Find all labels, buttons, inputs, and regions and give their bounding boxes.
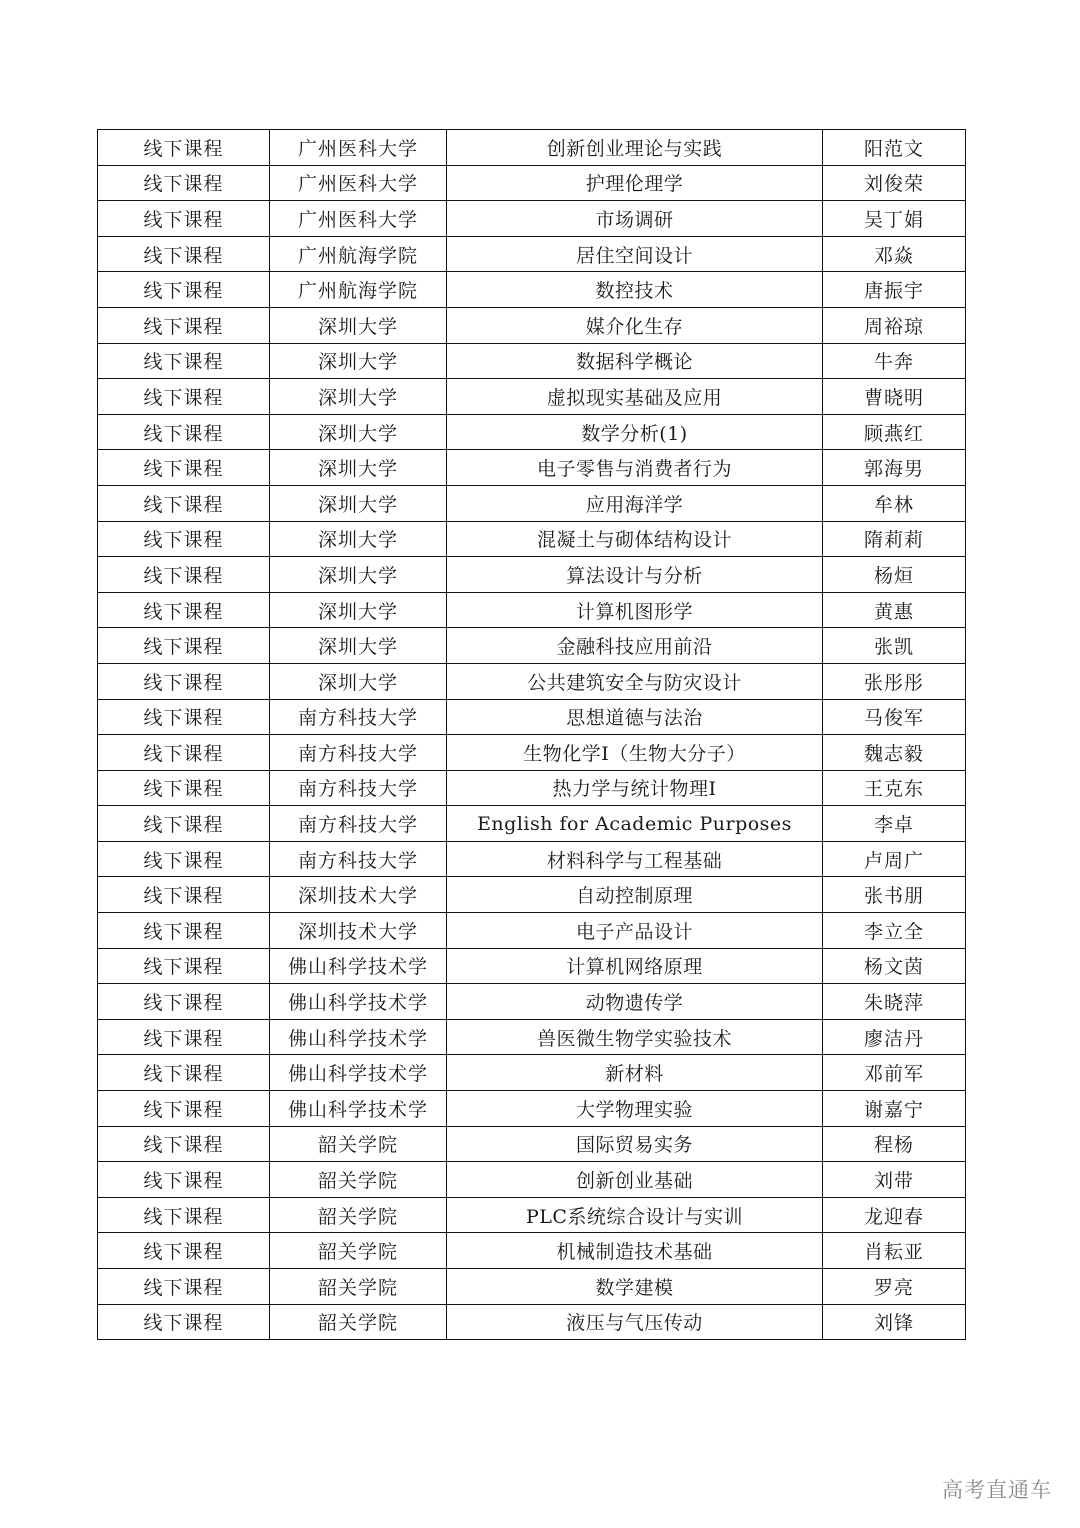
school-cell: 佛山科学技术学: [270, 948, 447, 984]
course-type-cell: 线下课程: [98, 628, 270, 664]
course-name-cell: 计算机网络原理: [447, 948, 823, 984]
table-row: [98, 1304, 966, 1340]
course-type-cell: 线下课程: [98, 1162, 270, 1198]
school-cell: 佛山科学技术学: [270, 984, 447, 1020]
course-name-cell: 应用海洋学: [447, 485, 823, 521]
teacher-cell: 卢周广: [823, 841, 966, 877]
school-cell: 广州航海学院: [270, 236, 447, 272]
table-row: [98, 628, 966, 664]
course-type-cell: 线下课程: [98, 948, 270, 984]
school-cell: 深圳大学: [270, 343, 447, 379]
course-name-cell: PLC系统综合设计与实训: [447, 1197, 823, 1233]
school-cell: 深圳大学: [270, 557, 447, 593]
teacher-cell: 牟林: [823, 485, 966, 521]
course-name-cell: 生物化学I（生物大分子）: [447, 735, 823, 771]
table-row: [98, 841, 966, 877]
course-name-cell: 公共建筑安全与防灾设计: [447, 663, 823, 699]
teacher-cell: 李立全: [823, 913, 966, 949]
school-cell: 广州医科大学: [270, 201, 447, 237]
school-cell: 佛山科学技术学: [270, 1091, 447, 1127]
school-cell: 南方科技大学: [270, 699, 447, 735]
school-cell: 韶关学院: [270, 1233, 447, 1269]
course-type-cell: 线下课程: [98, 877, 270, 913]
school-cell: 南方科技大学: [270, 841, 447, 877]
course-type-cell: 线下课程: [98, 1197, 270, 1233]
teacher-cell: 张书朋: [823, 877, 966, 913]
school-cell: 深圳技术大学: [270, 877, 447, 913]
course-name-cell: 数控技术: [447, 272, 823, 308]
course-type-cell: 线下课程: [98, 201, 270, 237]
teacher-cell: 张彤彤: [823, 663, 966, 699]
course-name-cell: 液压与气压传动: [447, 1304, 823, 1340]
course-name-cell: 大学物理实验: [447, 1091, 823, 1127]
teacher-cell: 隋莉莉: [823, 521, 966, 557]
teacher-cell: 黄惠: [823, 592, 966, 628]
course-type-cell: 线下课程: [98, 557, 270, 593]
school-cell: 深圳技术大学: [270, 913, 447, 949]
school-cell: 南方科技大学: [270, 806, 447, 842]
school-cell: 韶关学院: [270, 1269, 447, 1305]
course-table: [97, 129, 966, 1340]
course-name-cell: 虚拟现实基础及应用: [447, 379, 823, 415]
course-name-cell: 热力学与统计物理I: [447, 770, 823, 806]
course-name-cell: 机械制造技术基础: [447, 1233, 823, 1269]
table-row: [98, 1197, 966, 1233]
table-row: [98, 806, 966, 842]
teacher-cell: 吴丁娟: [823, 201, 966, 237]
course-name-cell: 金融科技应用前沿: [447, 628, 823, 664]
teacher-cell: 王克东: [823, 770, 966, 806]
table-row: [98, 913, 966, 949]
course-name-cell: 动物遗传学: [447, 984, 823, 1020]
course-type-cell: 线下课程: [98, 236, 270, 272]
table-row: [98, 379, 966, 415]
teacher-cell: 肖耘亚: [823, 1233, 966, 1269]
course-name-cell: English for Academic Purposes: [447, 806, 823, 842]
course-name-cell: 计算机图形学: [447, 592, 823, 628]
teacher-cell: 阳范文: [823, 130, 966, 166]
table-row: [98, 770, 966, 806]
course-type-cell: 线下课程: [98, 699, 270, 735]
course-type-cell: 线下课程: [98, 1126, 270, 1162]
school-cell: 深圳大学: [270, 307, 447, 343]
school-cell: 佛山科学技术学: [270, 1055, 447, 1091]
table-row: [98, 307, 966, 343]
teacher-cell: 张凯: [823, 628, 966, 664]
table-row: [98, 1233, 966, 1269]
teacher-cell: 魏志毅: [823, 735, 966, 771]
teacher-cell: 刘锋: [823, 1304, 966, 1340]
course-name-cell: 数据科学概论: [447, 343, 823, 379]
table-row: [98, 272, 966, 308]
teacher-cell: 朱晓萍: [823, 984, 966, 1020]
course-name-cell: 数学建模: [447, 1269, 823, 1305]
school-cell: 南方科技大学: [270, 735, 447, 771]
school-cell: 广州航海学院: [270, 272, 447, 308]
course-type-cell: 线下课程: [98, 130, 270, 166]
teacher-cell: 罗亮: [823, 1269, 966, 1305]
teacher-cell: 唐振宇: [823, 272, 966, 308]
course-type-cell: 线下课程: [98, 735, 270, 771]
teacher-cell: 刘带: [823, 1162, 966, 1198]
table-row: [98, 1162, 966, 1198]
table-row: [98, 165, 966, 201]
course-type-cell: 线下课程: [98, 521, 270, 557]
school-cell: 深圳大学: [270, 521, 447, 557]
course-type-cell: 线下课程: [98, 343, 270, 379]
teacher-cell: 杨烜: [823, 557, 966, 593]
course-type-cell: 线下课程: [98, 663, 270, 699]
school-cell: 广州医科大学: [270, 130, 447, 166]
school-cell: 韶关学院: [270, 1162, 447, 1198]
course-name-cell: 创新创业理论与实践: [447, 130, 823, 166]
teacher-cell: 廖洁丹: [823, 1019, 966, 1055]
course-type-cell: 线下课程: [98, 1055, 270, 1091]
course-type-cell: 线下课程: [98, 414, 270, 450]
course-name-cell: 创新创业基础: [447, 1162, 823, 1198]
table-row: [98, 735, 966, 771]
table-row: [98, 414, 966, 450]
teacher-cell: 龙迎春: [823, 1197, 966, 1233]
school-cell: 深圳大学: [270, 485, 447, 521]
course-type-cell: 线下课程: [98, 307, 270, 343]
school-cell: 韶关学院: [270, 1197, 447, 1233]
course-type-cell: 线下课程: [98, 379, 270, 415]
course-name-cell: 电子产品设计: [447, 913, 823, 949]
school-cell: 深圳大学: [270, 592, 447, 628]
teacher-cell: 曹晓明: [823, 379, 966, 415]
teacher-cell: 杨文茵: [823, 948, 966, 984]
table-row: [98, 1019, 966, 1055]
table-row: [98, 1126, 966, 1162]
course-type-cell: 线下课程: [98, 1269, 270, 1305]
table-row: [98, 450, 966, 486]
course-name-cell: 数学分析(1): [447, 414, 823, 450]
table-row: [98, 1091, 966, 1127]
table-row: [98, 699, 966, 735]
table-row: [98, 343, 966, 379]
table-row: [98, 592, 966, 628]
table-row: [98, 557, 966, 593]
course-name-cell: 电子零售与消费者行为: [447, 450, 823, 486]
course-type-cell: 线下课程: [98, 1019, 270, 1055]
table-row: [98, 201, 966, 237]
course-name-cell: 市场调研: [447, 201, 823, 237]
course-type-cell: 线下课程: [98, 913, 270, 949]
course-name-cell: 媒介化生存: [447, 307, 823, 343]
teacher-cell: 邓焱: [823, 236, 966, 272]
course-name-cell: 新材料: [447, 1055, 823, 1091]
teacher-cell: 李卓: [823, 806, 966, 842]
table-row: [98, 236, 966, 272]
table-row: [98, 984, 966, 1020]
table-row: [98, 485, 966, 521]
course-type-cell: 线下课程: [98, 841, 270, 877]
table-row: [98, 1055, 966, 1091]
school-cell: 深圳大学: [270, 663, 447, 699]
course-type-cell: 线下课程: [98, 1304, 270, 1340]
course-type-cell: 线下课程: [98, 984, 270, 1020]
course-type-cell: 线下课程: [98, 1233, 270, 1269]
school-cell: 深圳大学: [270, 379, 447, 415]
teacher-cell: 郭海男: [823, 450, 966, 486]
course-type-cell: 线下课程: [98, 1091, 270, 1127]
table-row: [98, 948, 966, 984]
school-cell: 深圳大学: [270, 414, 447, 450]
teacher-cell: 顾燕红: [823, 414, 966, 450]
course-name-cell: 材料科学与工程基础: [447, 841, 823, 877]
school-cell: 深圳大学: [270, 450, 447, 486]
school-cell: 韶关学院: [270, 1126, 447, 1162]
school-cell: 广州医科大学: [270, 165, 447, 201]
school-cell: 佛山科学技术学: [270, 1019, 447, 1055]
course-name-cell: 兽医微生物学实验技术: [447, 1019, 823, 1055]
school-cell: 深圳大学: [270, 628, 447, 664]
course-type-cell: 线下课程: [98, 485, 270, 521]
teacher-cell: 周裕琼: [823, 307, 966, 343]
course-type-cell: 线下课程: [98, 450, 270, 486]
school-cell: 南方科技大学: [270, 770, 447, 806]
table-row: [98, 130, 966, 166]
table-row: [98, 521, 966, 557]
table-row: [98, 663, 966, 699]
table-row: [98, 877, 966, 913]
course-name-cell: 混凝土与砌体结构设计: [447, 521, 823, 557]
teacher-cell: 程杨: [823, 1126, 966, 1162]
course-type-cell: 线下课程: [98, 592, 270, 628]
watermark-text: 高考直通车: [942, 1478, 1052, 1502]
teacher-cell: 马俊军: [823, 699, 966, 735]
course-type-cell: 线下课程: [98, 165, 270, 201]
teacher-cell: 刘俊荣: [823, 165, 966, 201]
course-type-cell: 线下课程: [98, 272, 270, 308]
table-row: [98, 1269, 966, 1305]
course-type-cell: 线下课程: [98, 806, 270, 842]
school-cell: 韶关学院: [270, 1304, 447, 1340]
course-name-cell: 算法设计与分析: [447, 557, 823, 593]
table-body: [98, 130, 966, 1340]
course-type-cell: 线下课程: [98, 770, 270, 806]
course-name-cell: 思想道德与法治: [447, 699, 823, 735]
teacher-cell: 邓前军: [823, 1055, 966, 1091]
course-name-cell: 护理伦理学: [447, 165, 823, 201]
course-name-cell: 自动控制原理: [447, 877, 823, 913]
course-name-cell: 居住空间设计: [447, 236, 823, 272]
course-name-cell: 国际贸易实务: [447, 1126, 823, 1162]
teacher-cell: 谢嘉宁: [823, 1091, 966, 1127]
teacher-cell: 牛奔: [823, 343, 966, 379]
